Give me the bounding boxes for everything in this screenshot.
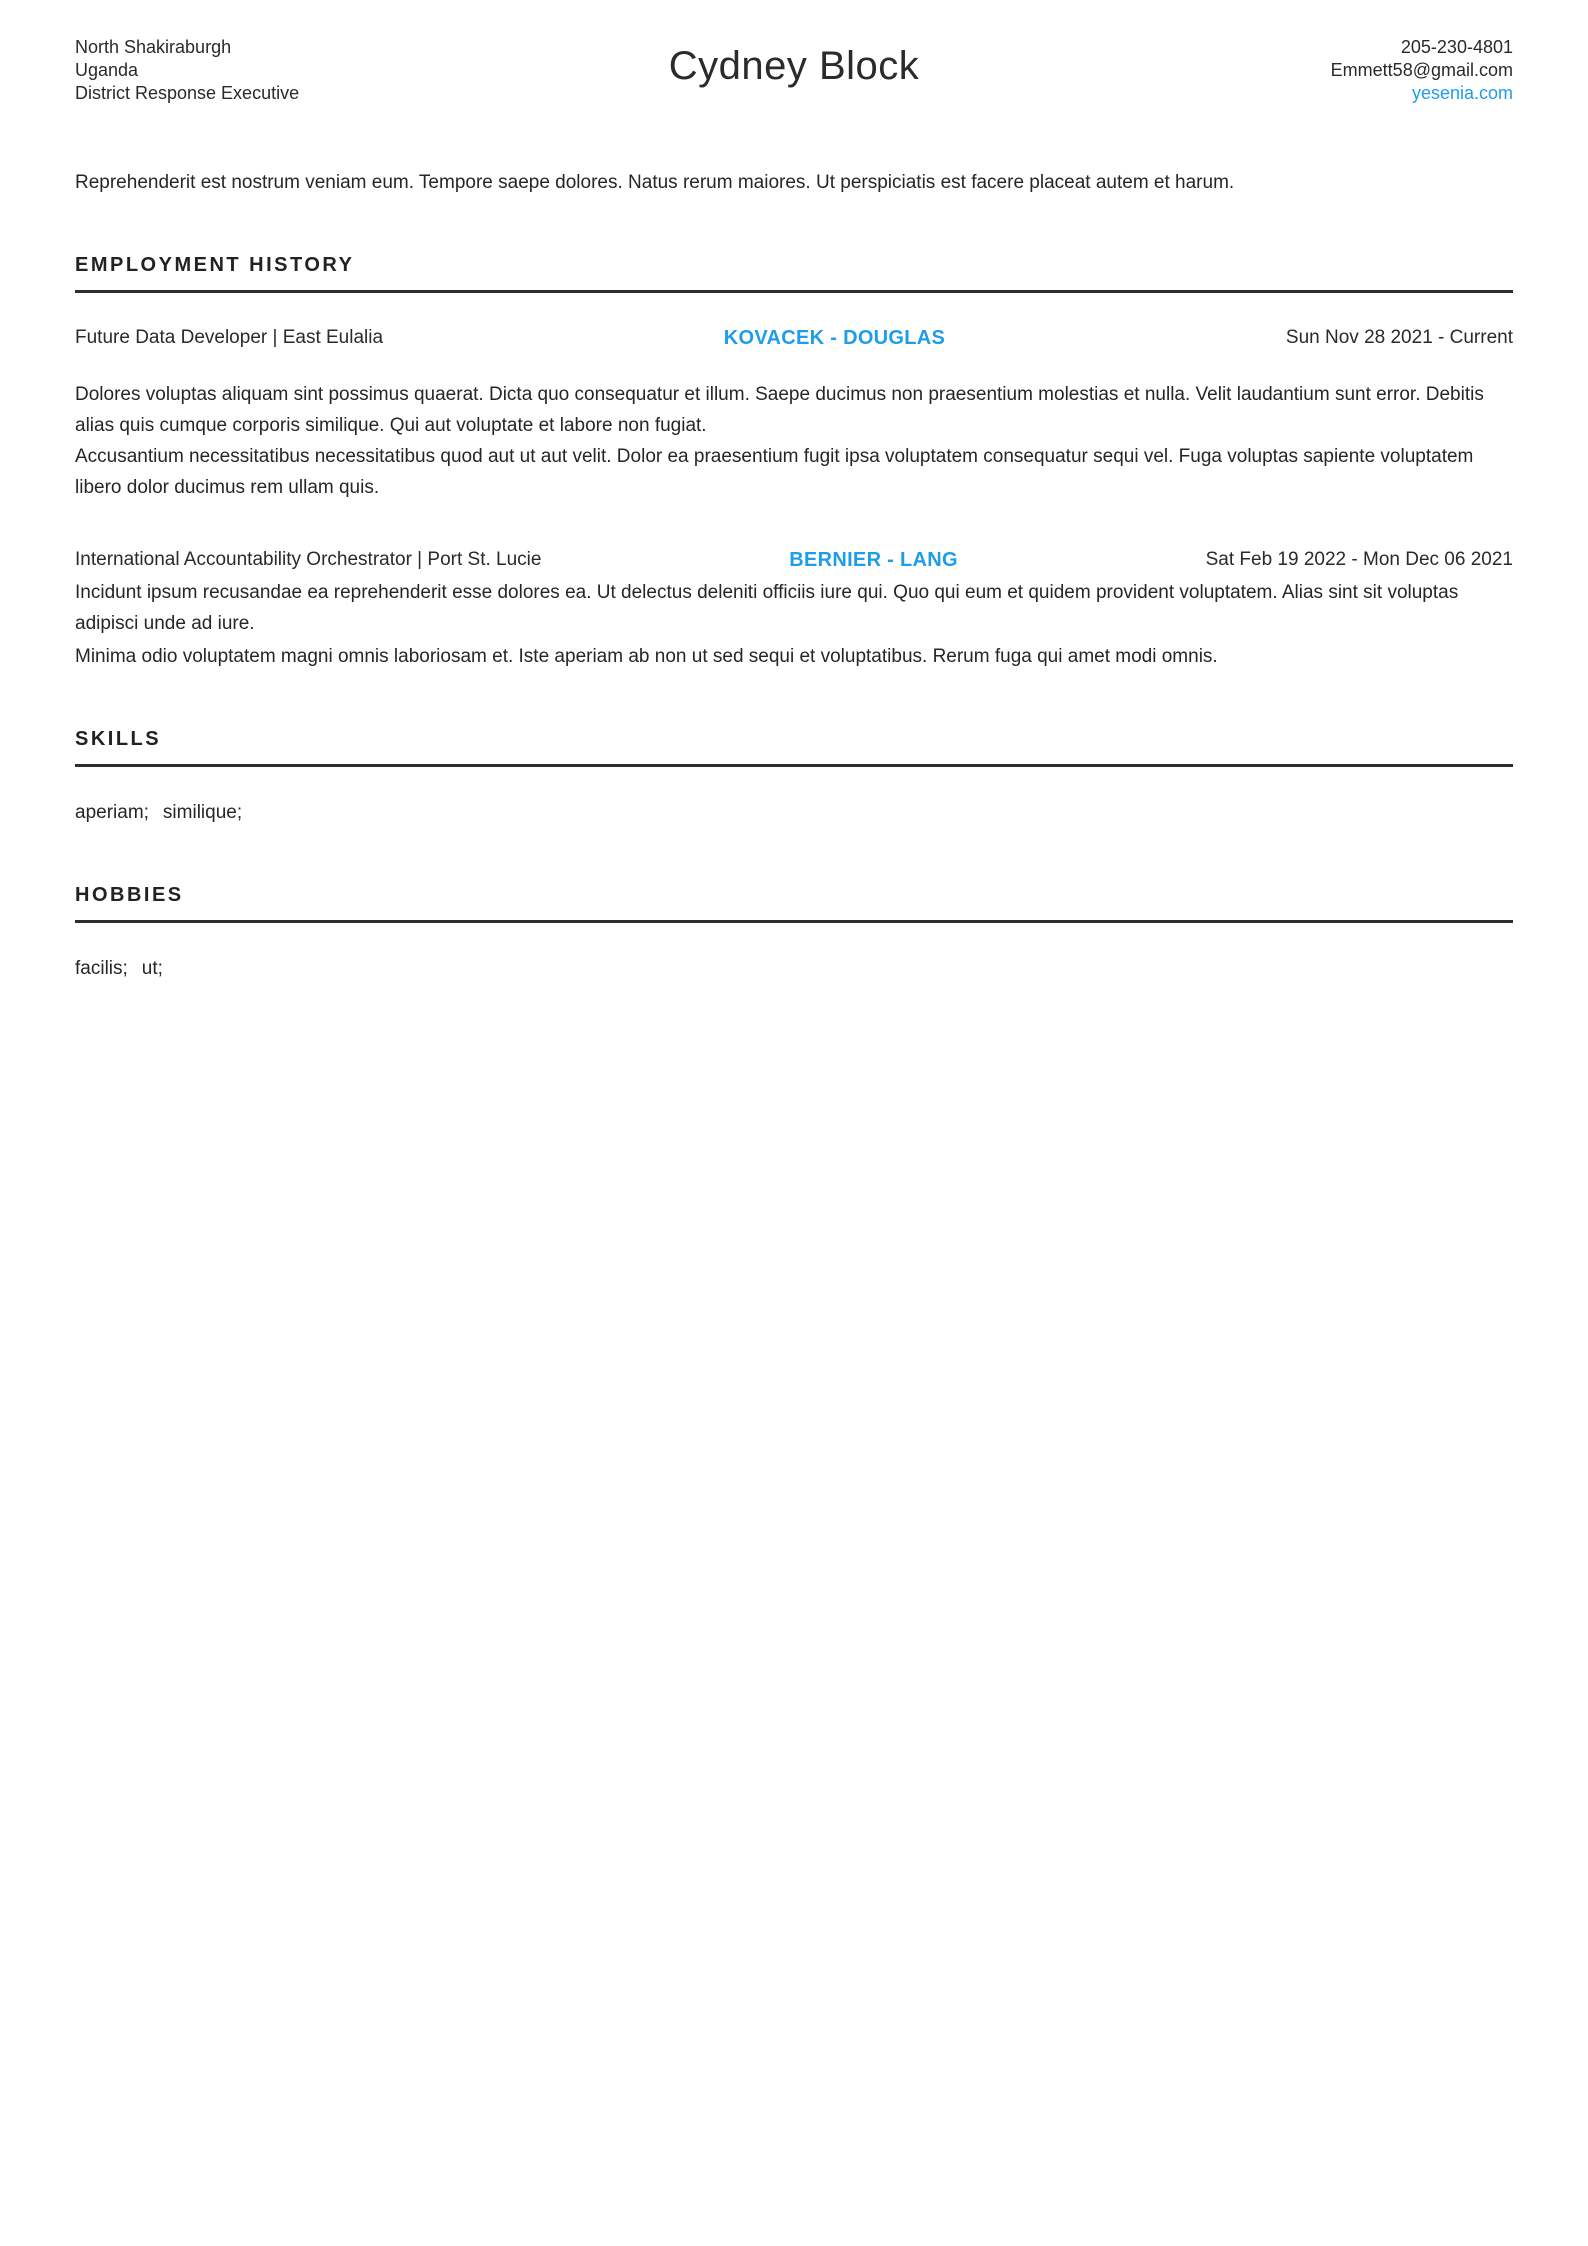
skills-heading: SKILLS [75,728,162,750]
hobbies-divider [75,920,1513,923]
job-entry [75,323,1513,503]
employment-section [75,254,1513,672]
candidate-role: District Response Executive [75,83,300,103]
resume-header [75,36,1513,105]
job-company: BERNIER - LANG [789,549,958,571]
location-country: Uganda [75,60,139,80]
job-header-row [75,323,1513,353]
job-header-row [75,545,1513,575]
hobbies-list [75,953,1513,984]
hobbies-heading: HOBBIES [75,884,184,906]
job-description: Minima odio voluptatem magni omnis laboriosam et. Iste aperiam ab non ut sed sequi et voluptatibus. Rerum fuga qui amet modi omnis. [75,646,1218,667]
job-entry [75,545,1513,672]
email-address: Emmett58@gmail.com [1330,60,1513,80]
website-link[interactable]: yesenia.com [1411,83,1513,103]
skills-section [75,728,1513,828]
job-description: Dolores voluptas aliquam sint possimus quaerat. Dicta quo consequatur et illum. Saepe ducimus non praesentium molestias et nulla. Velit laudantium sunt error. Debitis alias quis cumque corporis similique. Qui aut voluptate et labore non fugiat. [75,384,1484,436]
location-block [75,36,415,105]
hobbies-section [75,884,1513,984]
skill-item: similique; [162,802,243,823]
job-title: International Accountability Orchestrator | Port St. Lucie [75,549,542,570]
location-city: North Shakiraburgh [75,37,232,57]
hobby-item: facilis; [75,958,128,979]
employment-heading: EMPLOYMENT HISTORY [75,254,355,276]
job-description: Incidunt ipsum recusandae ea reprehenderit esse dolores ea. Ut delectus deleniti officiis iure qui. Quo qui eum et quidem provident voluptatem. Alias sint sit voluptas adipisci unde ad iure. [75,582,1459,634]
employment-divider [75,290,1513,293]
phone-number: 205-230-4801 [1400,37,1513,57]
summary-text: Reprehenderit est nostrum veniam eum. Tempore saepe dolores. Natus rerum maiores. Ut perspiciatis est facere placeat autem et harum. [75,172,1235,193]
skill-item: aperiam; [75,802,149,823]
skills-list [75,797,1513,828]
job-dates: Sat Feb 19 2022 - Mon Dec 06 2021 [1205,549,1513,570]
job-description: Accusantium necessitatibus necessitatibus quod aut ut aut velit. Dolor ea praesentium fugit ipsa voluptatem consequatur sequi vel. Fuga voluptas sapiente voluptatem libero dolor ducimus rem ullam quis. [75,446,1474,498]
candidate-name: Cydney Block [668,44,920,88]
job-title: Future Data Developer | East Eulalia [75,327,384,348]
hobby-item: ut; [141,958,163,979]
contact-block [1173,36,1513,105]
job-company: KOVACEK - DOUGLAS [723,327,946,349]
skills-divider [75,764,1513,767]
job-dates: Sun Nov 28 2021 - Current [1285,327,1513,348]
